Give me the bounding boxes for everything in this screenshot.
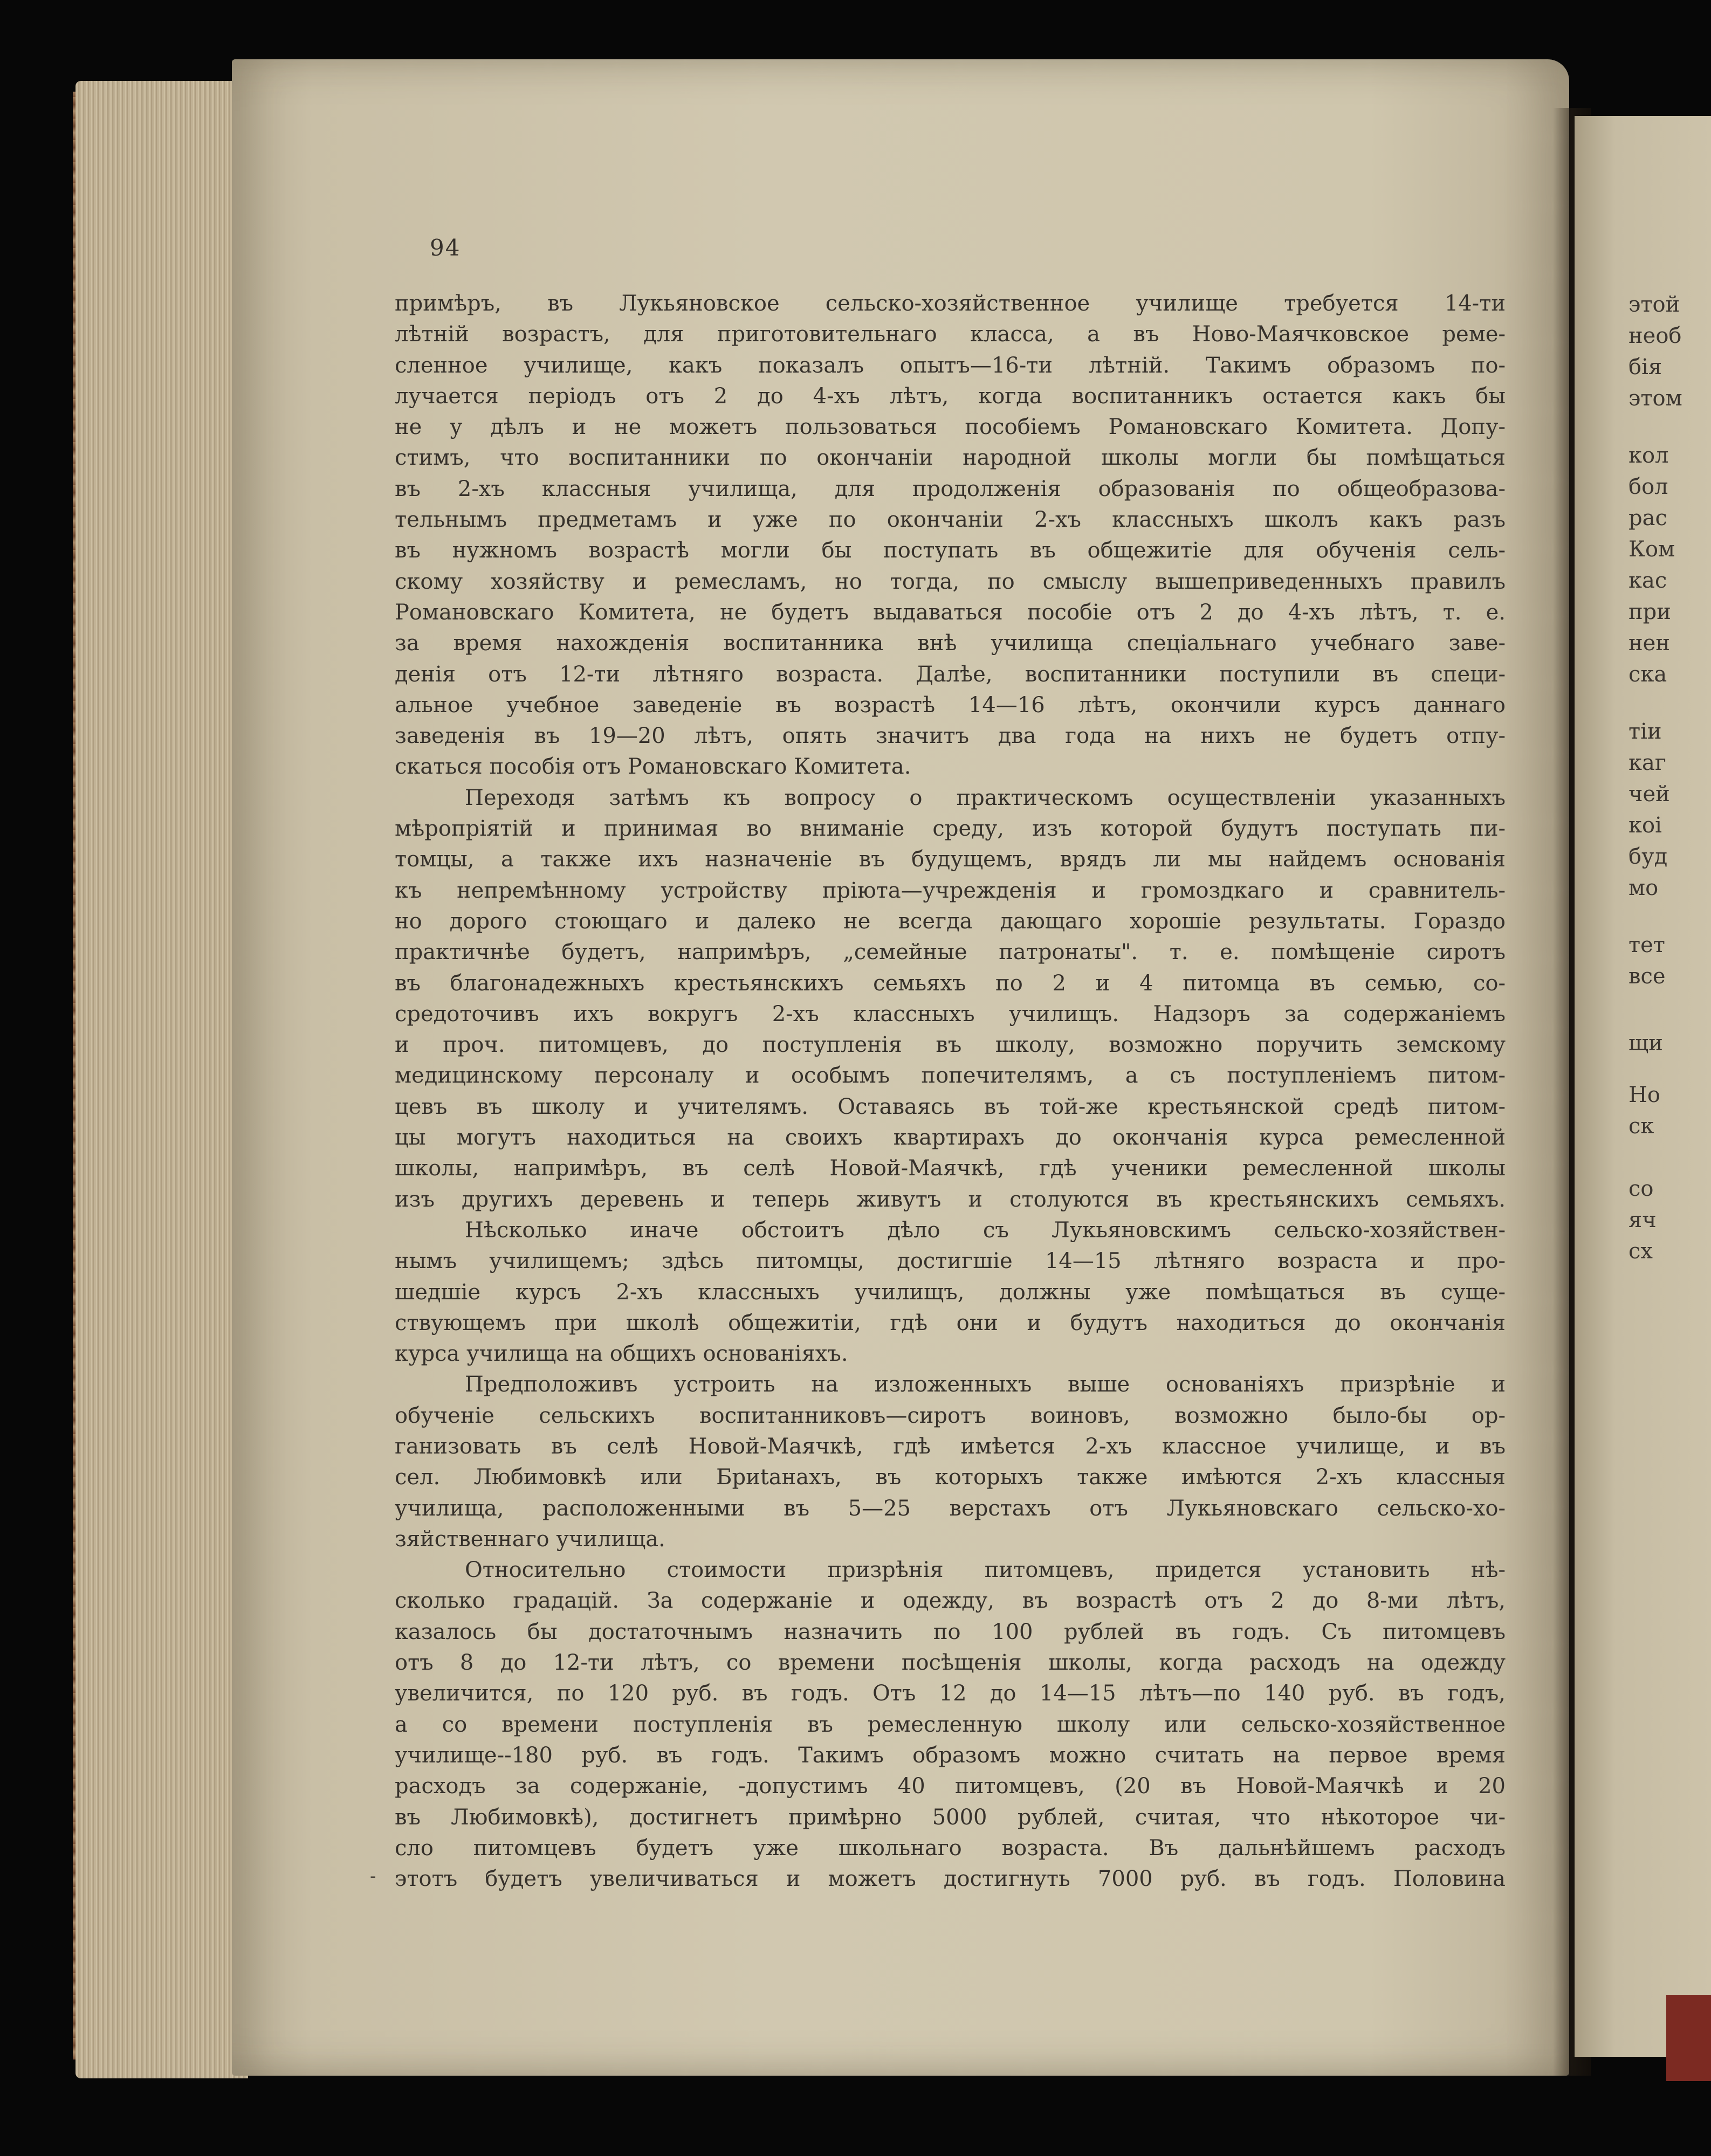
text-line: расходъ за содержаніе, -допустимъ 40 питомцевъ, (20 въ Новой-Маячкѣ и 20 [395,1774,1506,1799]
next-page-text-fragment: при [1628,600,1671,624]
next-page-text-fragment: тіи [1628,719,1662,744]
text-line: въ нужномъ возрастѣ могли бы поступать въ общежитіе для обученія сель- [395,538,1506,563]
text-line: томцы, а также ихъ назначеніе въ будущемъ, врядъ ли мы найдемъ основанія [395,847,1506,872]
text-line: скому хозяйству и ремесламъ, но тогда, по смыслу вышеприведенныхъ правилъ [395,569,1506,594]
margin-mark: - [370,1865,376,1887]
text-line: казалось бы достаточнымъ назначить по 100 рублей въ годъ. Съ питомцевъ [395,1619,1506,1644]
text-line: цевъ въ школу и учителямъ. Оставаясь въ той-же крестьянской средѣ питом- [395,1094,1506,1119]
text-line: скаться пособія отъ Романовскаго Комитета. [395,754,911,780]
text-line: заведенія въ 19—20 лѣтъ, опять значитъ два года на нихъ не будетъ отпу- [395,724,1506,749]
text-line: примѣръ, въ Лукьяновское сельско-хозяйственное училище требуется 14-ти [395,291,1506,316]
text-line: училища, расположенными въ 5—25 верстахъ отъ Лукьяновскаго сельско-хо- [395,1496,1506,1521]
text-line: ганизовать въ селѣ Новой-Маячкѣ, гдѣ имѣется 2-хъ классное училище, и въ [395,1434,1506,1459]
next-page-text-fragment: коі [1628,813,1662,838]
text-line: а со времени поступленія въ ремесленную школу или сельско-хозяйственное [395,1712,1506,1737]
text-line: сло питомцевъ будетъ уже школьнаго возраста. Въ дальнѣйшемъ расходъ [395,1835,1506,1861]
next-page-text-fragment: каг [1628,750,1666,775]
text-line: сел. Любимовкѣ или Бриtанахъ, въ которыхъ также имѣются 2-хъ классныя [395,1465,1506,1490]
text-line: нымъ училищемъ; здѣсь питомцы, достигшіе 14—15 лѣтняго возраста и про- [395,1249,1506,1274]
next-page-text-fragment: бол [1628,474,1668,499]
text-line: училище--180 руб. въ годъ. Такимъ образомъ можно считать на первое время [395,1742,1506,1768]
next-page-text-fragment: кол [1628,443,1669,468]
page-number: 94 [430,235,461,261]
next-page-text-fragment: ск [1628,1114,1654,1139]
text-line: цы могутъ находиться на своихъ квартирахъ до окончанія курса ремесленной [395,1125,1506,1151]
text-line: денія отъ 12-ти лѣтняго возраста. Далѣе, воспитанники поступили въ специ- [395,662,1506,687]
text-line: практичнѣе будетъ, напримѣръ, „семейные патронаты". т. е. помѣщеніе сиротъ [395,940,1506,965]
text-line: не у дѣлъ и не можетъ пользоваться пособіемъ Романовскаго Комитета. Допу- [395,415,1506,440]
next-page-text-fragment: этой [1628,292,1680,317]
next-page-text-fragment: сх [1628,1239,1653,1264]
text-line: за время нахожденія воспитанника внѣ училища спеціальнаго учебнаго заве- [395,631,1506,656]
text-line: альное учебное заведеніе въ возрастѣ 14—16 лѣтъ, окончили курсъ даннаго [395,692,1506,718]
text-line: въ 2-хъ классныя училища, для продолженія образованія по общеобразова- [395,476,1506,501]
text-line: этотъ будетъ увеличиваться и можетъ достигнуть 7000 руб. въ годъ. Половина [395,1866,1506,1892]
text-line: и проч. питомцевъ, до поступленія въ школу, возможно поручить земскому [395,1032,1506,1058]
book-page-right [1575,116,1711,2057]
text-line: сленное училище, какъ показалъ опытъ—16-ти лѣтній. Такимъ образомъ по- [395,353,1506,378]
next-page-text-fragment: необ [1628,323,1682,348]
text-line: тельнымъ предметамъ и уже по окончаніи 2-хъ классныхъ школъ какъ разъ [395,507,1506,533]
text-line: къ непремѣнному устройству пріюта—учрежденія и громоздкаго и сравнитель- [395,878,1506,903]
next-page-text-fragment: мо [1628,876,1659,900]
next-page-text-fragment: ска [1628,662,1667,687]
page-block-edge [75,81,248,2078]
next-page-text-fragment: нен [1628,631,1670,656]
text-line: изъ другихъ деревень и теперь живутъ и столуются въ крестьянскихъ семьяхъ. [395,1187,1506,1212]
text-line: мѣропріятій и принимая во вниманіе среду, изъ которой будутъ поступать пи- [395,816,1506,842]
next-page-text-fragment: Ком [1628,537,1675,562]
bookmark-strip [1666,1995,1711,2081]
next-page-text-fragment: Но [1628,1083,1660,1107]
text-line: курса училища на общихъ основаніяхъ. [395,1341,848,1367]
text-line: увеличится, по 120 руб. въ годъ. Отъ 12 до 14—15 лѣтъ—по 140 руб. въ годъ, [395,1681,1506,1706]
next-page-text-fragment: чей [1628,782,1670,807]
text-line: шедшіе курсъ 2-хъ классныхъ училищъ, должны уже помѣщаться въ суще- [395,1279,1506,1305]
text-line: медицинскому персоналу и особымъ попечителямъ, а съ поступленіемъ питом- [395,1063,1506,1089]
text-line: Предположивъ устроить на изложенныхъ выше основаніяхъ призрѣніе и [465,1372,1506,1397]
next-page-text-fragment: щи [1628,1031,1663,1056]
text-line: въ Любимовкѣ), достигнетъ примѣрно 5000 рублей, считая, что нѣкоторое чи- [395,1804,1506,1830]
next-page-text-fragment: тет [1628,933,1665,958]
text-line: сколько градацій. За содержаніе и одежду, въ возрастѣ отъ 2 до 8-ми лѣтъ, [395,1588,1506,1614]
text-line: стимъ, что воспитанники по окончаніи народной школы могли бы помѣщаться [395,445,1506,471]
text-line: отъ 8 до 12-ти лѣтъ, со времени посѣщенія школы, когда расходъ на одежду [395,1650,1506,1676]
next-page-text-fragment: все [1628,964,1666,989]
text-line: Относительно стоимости призрѣнія питомцевъ, придется установить нѣ- [465,1558,1506,1583]
text-line: но дорого стоющаго и далеко не всегда дающаго хорошіе результаты. Гораздо [395,908,1506,934]
text-line: средоточивъ ихъ вокругъ 2-хъ классныхъ училищъ. Надзоръ за содержаніемъ [395,1001,1506,1027]
next-page-text-fragment: кас [1628,568,1667,593]
next-page-text-fragment: яч [1628,1208,1657,1232]
text-line: обученіе сельскихъ воспитанниковъ—сиротъ воиновъ, возможно было-бы ор- [395,1403,1506,1428]
next-page-text-fragment: буд [1628,844,1668,869]
text-line: Романовскаго Комитета, не будетъ выдаваться пособіе отъ 2 до 4-хъ лѣтъ, т. е. [395,600,1506,625]
next-page-text-fragment: этом [1628,386,1682,411]
text-line: Нѣсколько иначе обстоитъ дѣло съ Лукьяновскимъ сельско-хозяйствен- [465,1217,1506,1243]
page-text-block [395,288,1506,1895]
text-line: зяйственнаго училища. [395,1526,665,1552]
text-line: въ благонадежныхъ крестьянскихъ семьяхъ по 2 и 4 питомца въ семью, со- [395,970,1506,996]
text-line: лучается періодъ отъ 2 до 4-хъ лѣтъ, когда воспитанникъ остается какъ бы [395,383,1506,409]
text-line: ствующемъ при школѣ общежитіи, гдѣ они и будутъ находиться до окончанія [395,1310,1506,1335]
next-page-text-fragment: со [1628,1176,1654,1201]
text-line: Переходя затѣмъ къ вопросу о практическомъ осуществленіи указанныхъ [465,785,1506,810]
text-line: лѣтній возрастъ, для приготовительнаго класса, а въ Ново-Маячковское реме- [395,322,1506,347]
next-page-text-fragment: бія [1628,355,1662,380]
next-page-text-fragment: рас [1628,506,1667,531]
text-line: школы, напримѣръ, въ селѣ Новой-Маячкѣ, гдѣ ученики ремесленной школы [395,1156,1506,1181]
